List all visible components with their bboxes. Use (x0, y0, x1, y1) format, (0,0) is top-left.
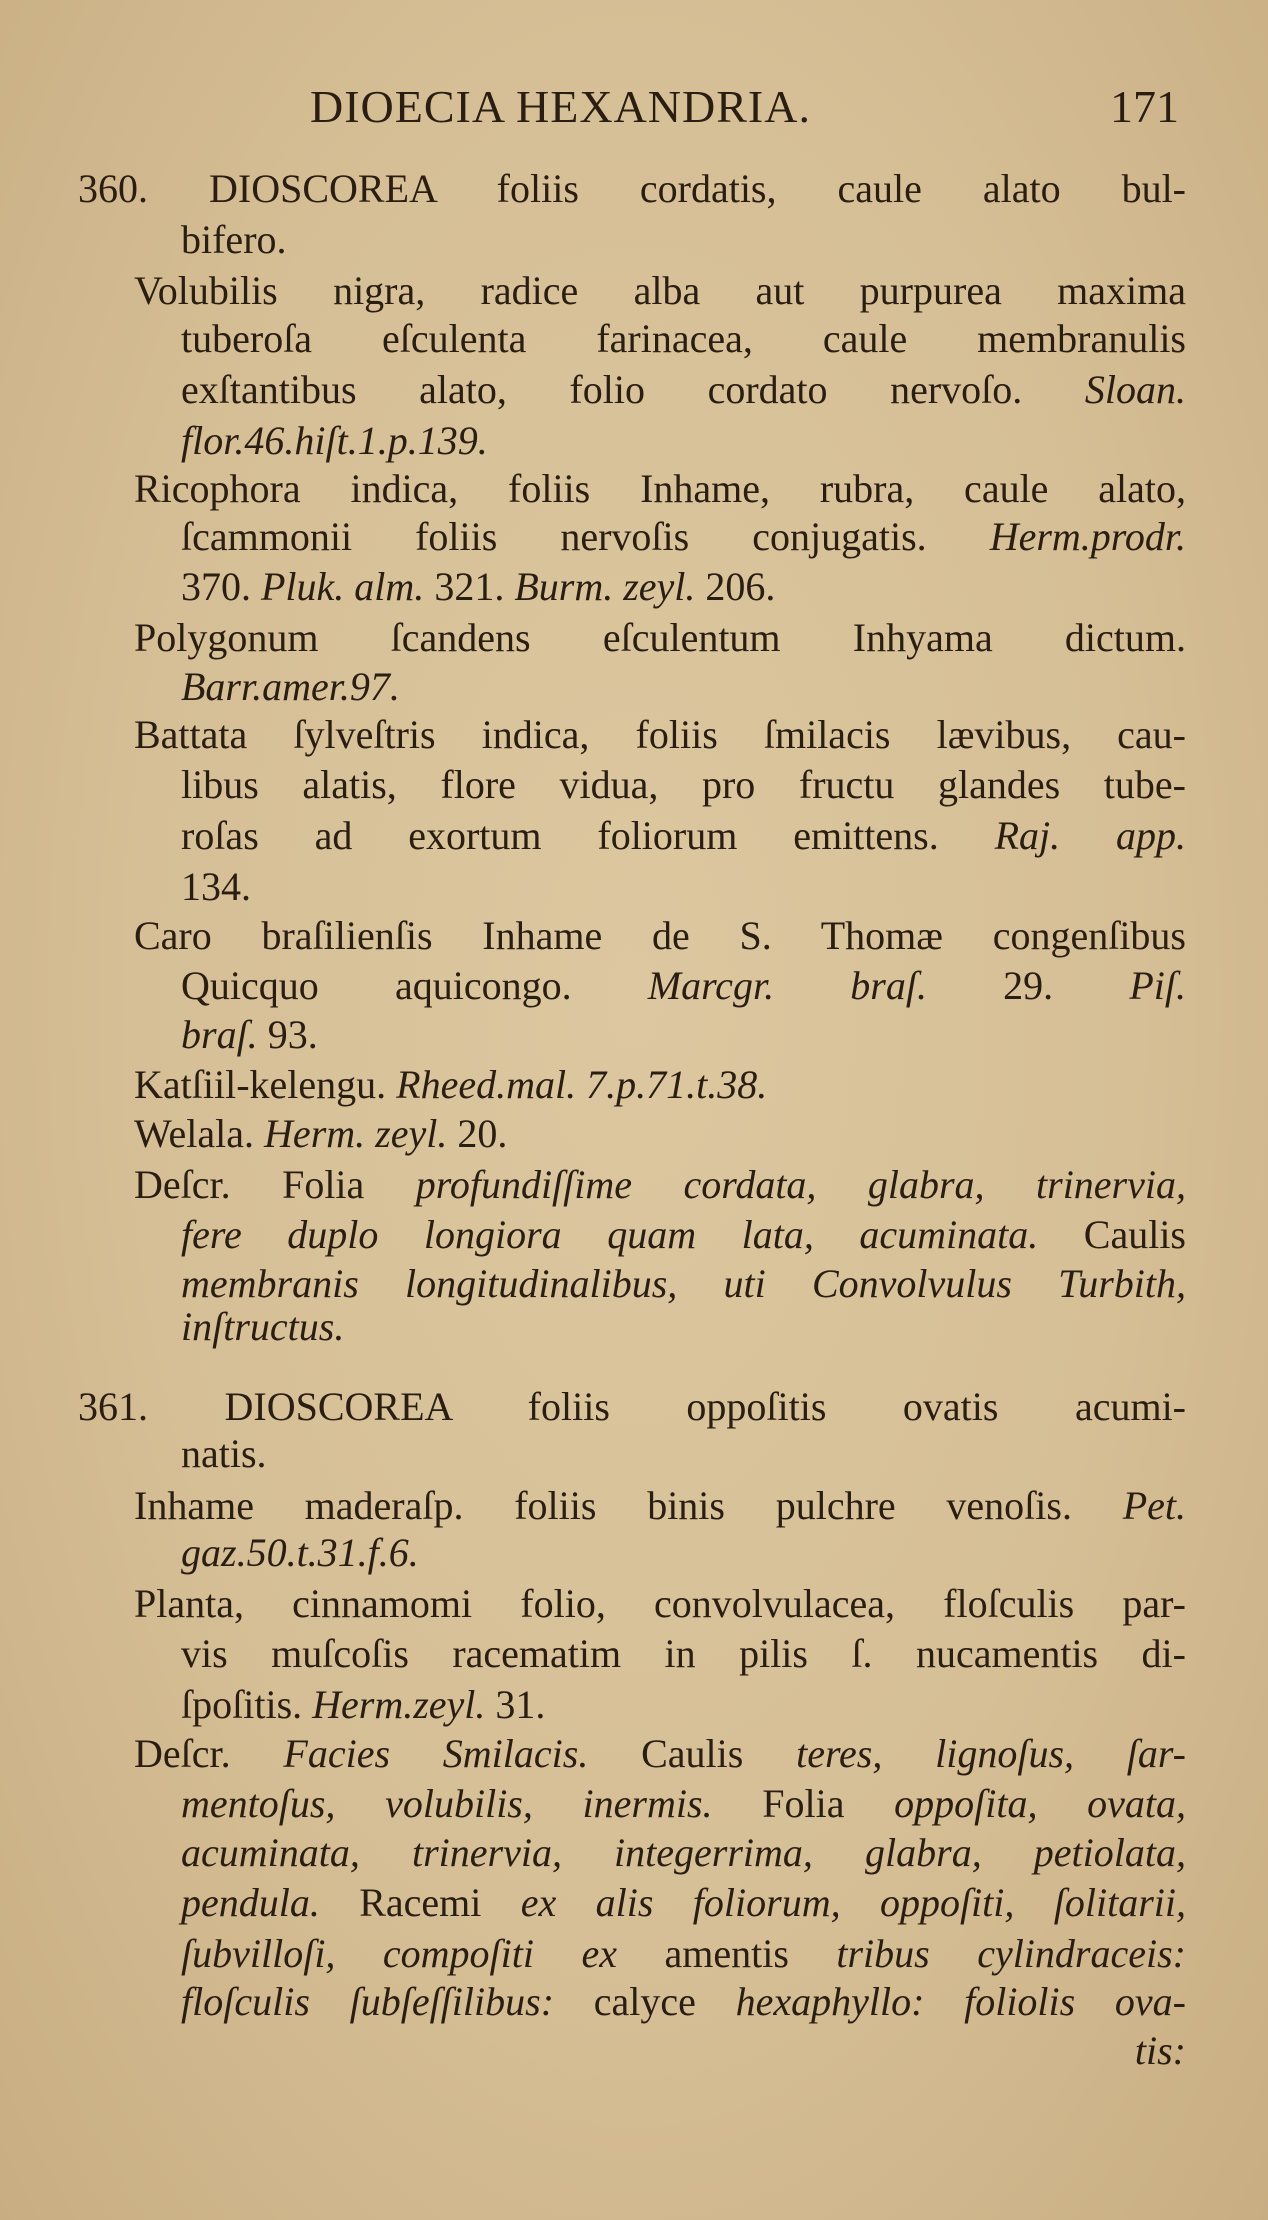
text-segment: Caulis (1083, 1212, 1186, 1257)
italic-citation: Pluk. alm. (261, 564, 425, 609)
text-segment: Katſiil-kelengu. (134, 1062, 397, 1107)
italic-citation: Barr.amer.97. (181, 664, 400, 709)
text-line (134, 464, 1186, 514)
text-line (181, 562, 1186, 612)
text-segment: ſcammonii foliis nervoſis conjugatis. (181, 514, 990, 559)
text-segment: 360. DIOSCOREA foliis cordatis, caule alato bul- (78, 166, 1186, 211)
text-segment: bifero. (181, 217, 287, 262)
text-line (78, 164, 1186, 214)
text-segment: 361. DIOSCOREA foliis oppoſitis ovatis acumi- (78, 1384, 1186, 1429)
text-line (181, 1528, 1186, 1578)
italic-citation: oppoſita, ovata, (894, 1781, 1186, 1826)
italic-citation: tribus cylindraceis: (836, 1931, 1186, 1976)
text-segment: 31. (495, 1682, 546, 1727)
text-line (181, 1629, 1186, 1679)
italic-citation: Sloan. (1084, 367, 1186, 412)
text-segment: Deſcr. (134, 1731, 284, 1776)
text-segment: vis muſcoſis racematim in pilis ſ. nucamentis di- (181, 1631, 1186, 1676)
text-segment: Caro braſilienſis Inhame de S. Thomæ congenſibus (134, 913, 1186, 958)
text-line (181, 215, 1186, 265)
text-segment: 93. (267, 1012, 318, 1057)
text-segment: Caulis (641, 1731, 797, 1776)
page-number: 171 (1110, 81, 1179, 132)
text-line (181, 760, 1186, 810)
text-line (181, 1878, 1186, 1928)
text-line (181, 961, 1186, 1011)
text-line (181, 1210, 1186, 1260)
text-segment: 29. (1003, 963, 1130, 1008)
text-line (181, 1779, 1186, 1829)
italic-citation: Herm. zeyl. (264, 1111, 448, 1156)
text-segment: Ricophora indica, foliis Inhame, rubra, caule alato, (134, 466, 1186, 511)
text-line (134, 1160, 1186, 1210)
text-line (134, 1060, 1186, 1110)
text-segment: Quicquo aquicongo. (181, 963, 648, 1008)
text-segment: Racemi (359, 1880, 521, 1925)
text-line (134, 1109, 1186, 1159)
text-line (181, 1010, 1186, 1060)
running-head: DIOECIA HEXANDRIA. (310, 81, 811, 132)
text-segment: 321. (434, 564, 515, 609)
text-line (134, 266, 1186, 316)
text-line (181, 314, 1186, 364)
text-line (181, 662, 1186, 712)
italic-citation: Herm.prodr. (989, 514, 1186, 559)
text-segment: Polygonum ſcandens eſculentum Inhyama dictum. (134, 615, 1186, 660)
text-line (181, 811, 1186, 861)
italic-citation: hexaphyllo: foliolis ova- (735, 1979, 1186, 2024)
text-segment: calyce (593, 1979, 736, 2024)
text-segment: 370. (181, 564, 261, 609)
text-line (78, 1382, 1186, 1432)
text-line (181, 512, 1186, 562)
italic-citation: mentoſus, volubilis, inermis. (181, 1781, 713, 1826)
italic-citation: pendula. (181, 1880, 320, 1925)
italic-citation: acuminata, trinervia, integerrima, glabra, petiolata, (181, 1830, 1186, 1875)
text-line (134, 911, 1186, 961)
text-line (134, 710, 1186, 760)
text-segment: Folia (762, 1781, 895, 1826)
italic-citation: fere duplo longiora quam lata, acuminata. (181, 1212, 1039, 1257)
text-segment: 134. (181, 864, 251, 909)
text-line (181, 1429, 1186, 1479)
text-segment: exſtantibus alato, folio cordato nervoſo. (181, 367, 1085, 412)
text-segment: Welala. (134, 1111, 265, 1156)
text-line (181, 1828, 1186, 1878)
italic-citation: flor.46.hiſt.1.p.139. (181, 418, 488, 463)
text-line (134, 1481, 1186, 1531)
italic-citation: profundiſſime cordata, glabra, trinervia, (415, 1162, 1186, 1207)
text-segment: natis. (181, 1431, 267, 1476)
italic-citation: Piſ. (1129, 963, 1187, 1008)
text-segment: libus alatis, flore vidua, pro fructu glandes tube- (181, 762, 1186, 807)
text-line (181, 1929, 1186, 1979)
text-segment: tuberoſa eſculenta farinacea, caule membranulis (181, 316, 1186, 361)
text-segment: 20. (457, 1111, 508, 1156)
italic-citation: gaz.50.t.31.f.6. (181, 1530, 419, 1575)
italic-citation: membranis longitudinalibus, uti Convolvulus Turbith, (181, 1261, 1186, 1306)
italic-citation: teres, lignoſus, ſar- (796, 1731, 1186, 1776)
text-line (181, 416, 1186, 466)
text-segment: Planta, cinnamomi folio, convolvulacea, floſculis par- (134, 1581, 1186, 1626)
text-line (181, 2026, 1186, 2076)
text-segment: amentis (664, 1931, 837, 1976)
text-line (181, 862, 1186, 912)
italic-citation: Raj. app. (994, 813, 1186, 858)
text-segment: roſas ad exortum foliorum emittens. (181, 813, 995, 858)
italic-citation: Facies Smilacis. (283, 1731, 589, 1776)
italic-citation: ſubvilloſi, compoſiti ex (181, 1931, 617, 1976)
italic-citation: inſtructus. (181, 1304, 345, 1349)
text-line (134, 613, 1186, 663)
text-segment: 206. (705, 564, 776, 609)
text-line (134, 1579, 1186, 1629)
italic-citation: Rheed.mal. (396, 1062, 577, 1107)
text-line (134, 1729, 1186, 1779)
italic-citation: 7.p.71.t.38. (586, 1062, 768, 1107)
italic-citation: floſculis ſubſeſſilibus: (181, 1979, 555, 2024)
text-line (181, 1977, 1186, 2027)
text-segment: Volubilis nigra, radice alba aut purpurea maxima (134, 268, 1186, 313)
text-segment: Battata ſylveſtris indica, foliis ſmilacis lævibus, cau- (134, 712, 1186, 757)
text-line (181, 365, 1186, 415)
italic-citation: ex alis foliorum, oppoſiti, ſolitarii, (520, 1880, 1186, 1925)
text-segment: ſpoſitis. (181, 1682, 313, 1727)
italic-citation: Herm.zeyl. (312, 1682, 486, 1727)
italic-citation: Pet. (1122, 1483, 1186, 1528)
italic-citation: braſ. (181, 1012, 258, 1057)
text-segment: Inhame maderaſp. foliis binis pulchre venoſis. (134, 1483, 1123, 1528)
text-line (181, 1680, 1186, 1730)
text-segment: Deſcr. Folia (134, 1162, 416, 1207)
italic-citation: Marcgr. braſ. (647, 963, 927, 1008)
italic-citation: tis: (1134, 2028, 1186, 2073)
text-line (181, 1302, 1186, 1352)
italic-citation: Burm. zeyl. (514, 564, 696, 609)
